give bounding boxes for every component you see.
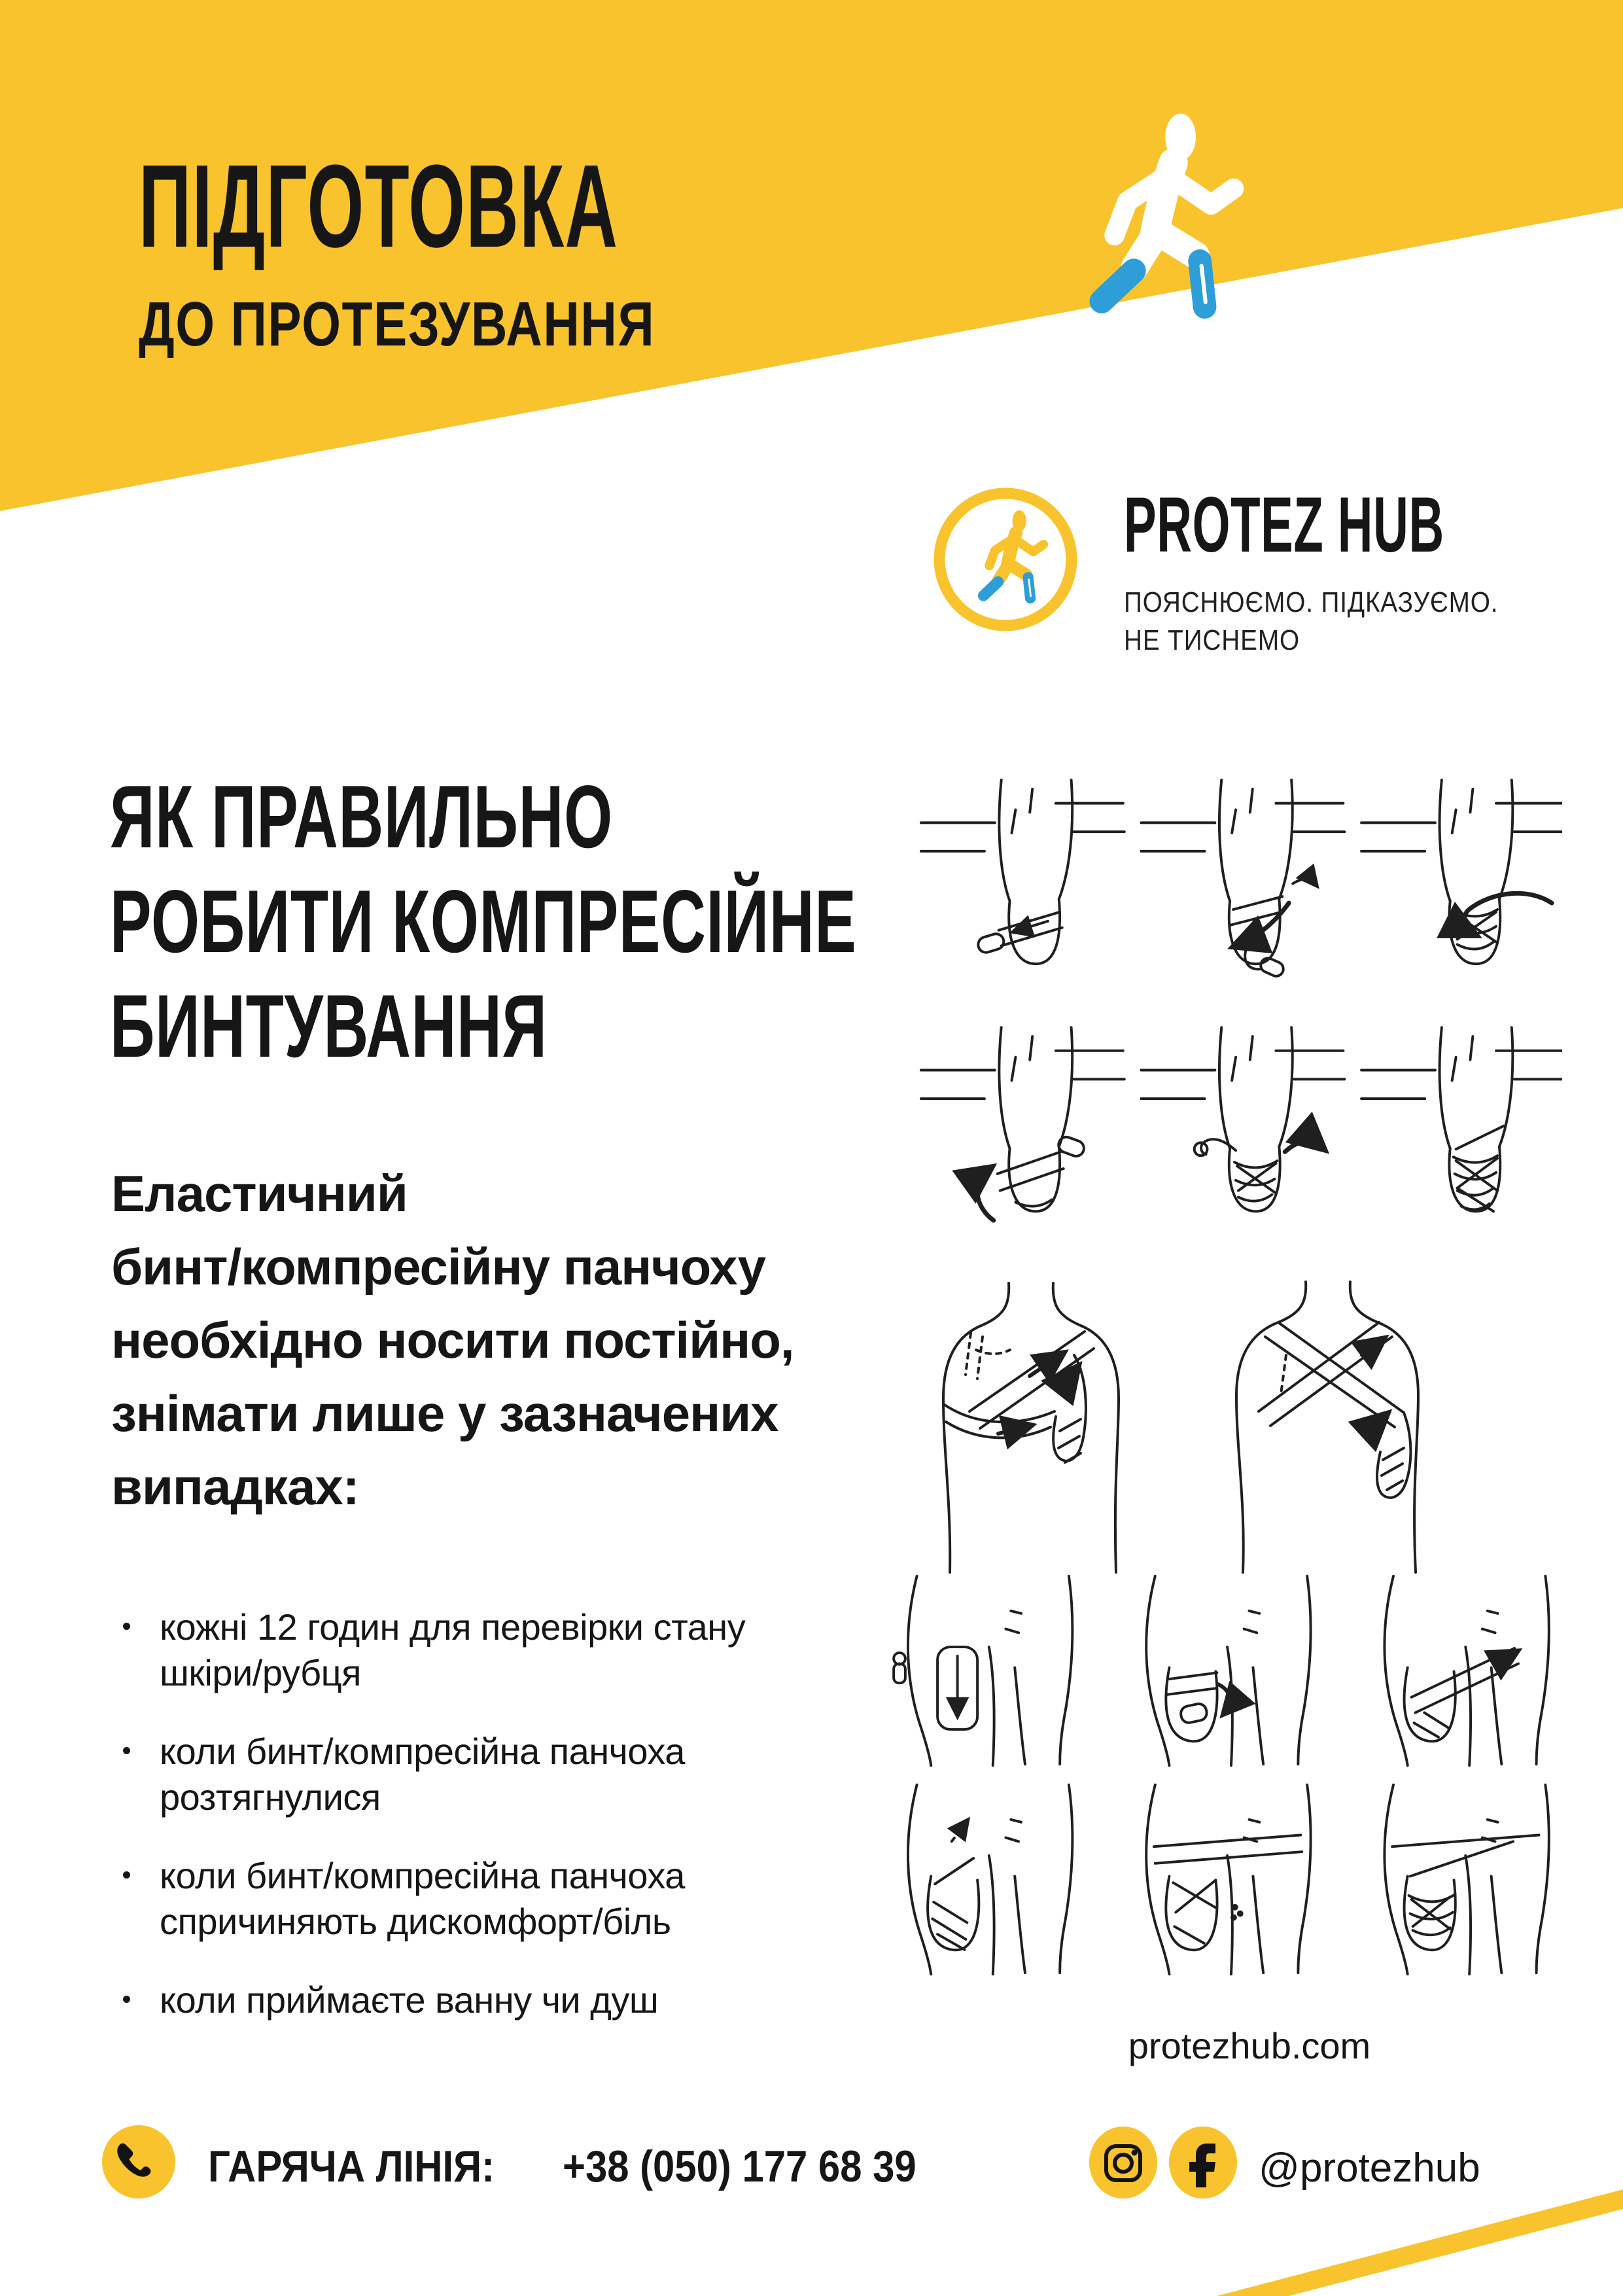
intro-line: необхідно носити постійно,: [111, 1311, 794, 1369]
instagram-icon: [1087, 2127, 1159, 2199]
social-handle: @protezhub: [1259, 2146, 1480, 2191]
runner-with-prosthesis-icon: [1043, 108, 1285, 324]
hotline-number: +38 (050) 177 68 39: [562, 2142, 916, 2191]
bullet-item: коли бинт/компресійна панчоха розтягнулися: [111, 1729, 853, 1820]
facebook-icon: [1167, 2127, 1239, 2199]
below-knee-bandaging-illustration: [915, 767, 1562, 1246]
bullet-list: [111, 1604, 853, 2023]
intro-line: бинт/компресійну панчоху: [111, 1238, 766, 1296]
logo-name: PROTEZ HUB: [1124, 481, 1444, 569]
poster-title-block: [139, 141, 913, 359]
logo-tagline-1: ПОЯСНЮЄМО. ПІДКАЗУЄМО.: [1124, 586, 1499, 618]
intro-line: випадках:: [111, 1458, 359, 1515]
bullet-item: кожні 12 годин для перевірки стану шкіри/рубця: [111, 1604, 853, 1696]
poster-title: ПІДГОТОВКА: [139, 141, 619, 272]
section-heading-line: ЯК ПРАВИЛЬНО: [110, 767, 613, 866]
protez-hub-runner-badge-icon: [928, 482, 1083, 637]
phone-icon: [102, 2125, 175, 2199]
intro-line: Еластичний: [111, 1165, 408, 1222]
bullet-item: коли бинт/компресійна панчоха спричиняють дискомфорт/біль: [111, 1853, 853, 1945]
hotline-row: [208, 2141, 964, 2192]
logo-tagline-2: НЕ ТИСНЕМО: [1124, 624, 1300, 656]
section-heading-line: БИНТУВАННЯ: [110, 976, 548, 1076]
section-heading-line: РОБИТИ КОМПРЕСІЙНЕ: [110, 872, 857, 971]
hip-bandaging-illustration: [870, 1567, 1590, 1979]
website-url: protezhub.com: [1128, 2025, 1371, 2066]
logo-text-block: [1124, 481, 1623, 660]
hotline-label: ГАРЯЧА ЛІНІЯ:: [208, 2142, 495, 2191]
intro-line: знімати лише у зазначених: [111, 1385, 778, 1442]
intro-paragraph: [111, 1157, 794, 1523]
bullet-item: коли приймаєте ванну чи душ: [111, 1977, 853, 2023]
poster-subtitle: ДО ПРОТЕЗУВАННЯ: [139, 289, 655, 359]
shoulder-bandaging-illustration: [916, 1273, 1492, 1593]
